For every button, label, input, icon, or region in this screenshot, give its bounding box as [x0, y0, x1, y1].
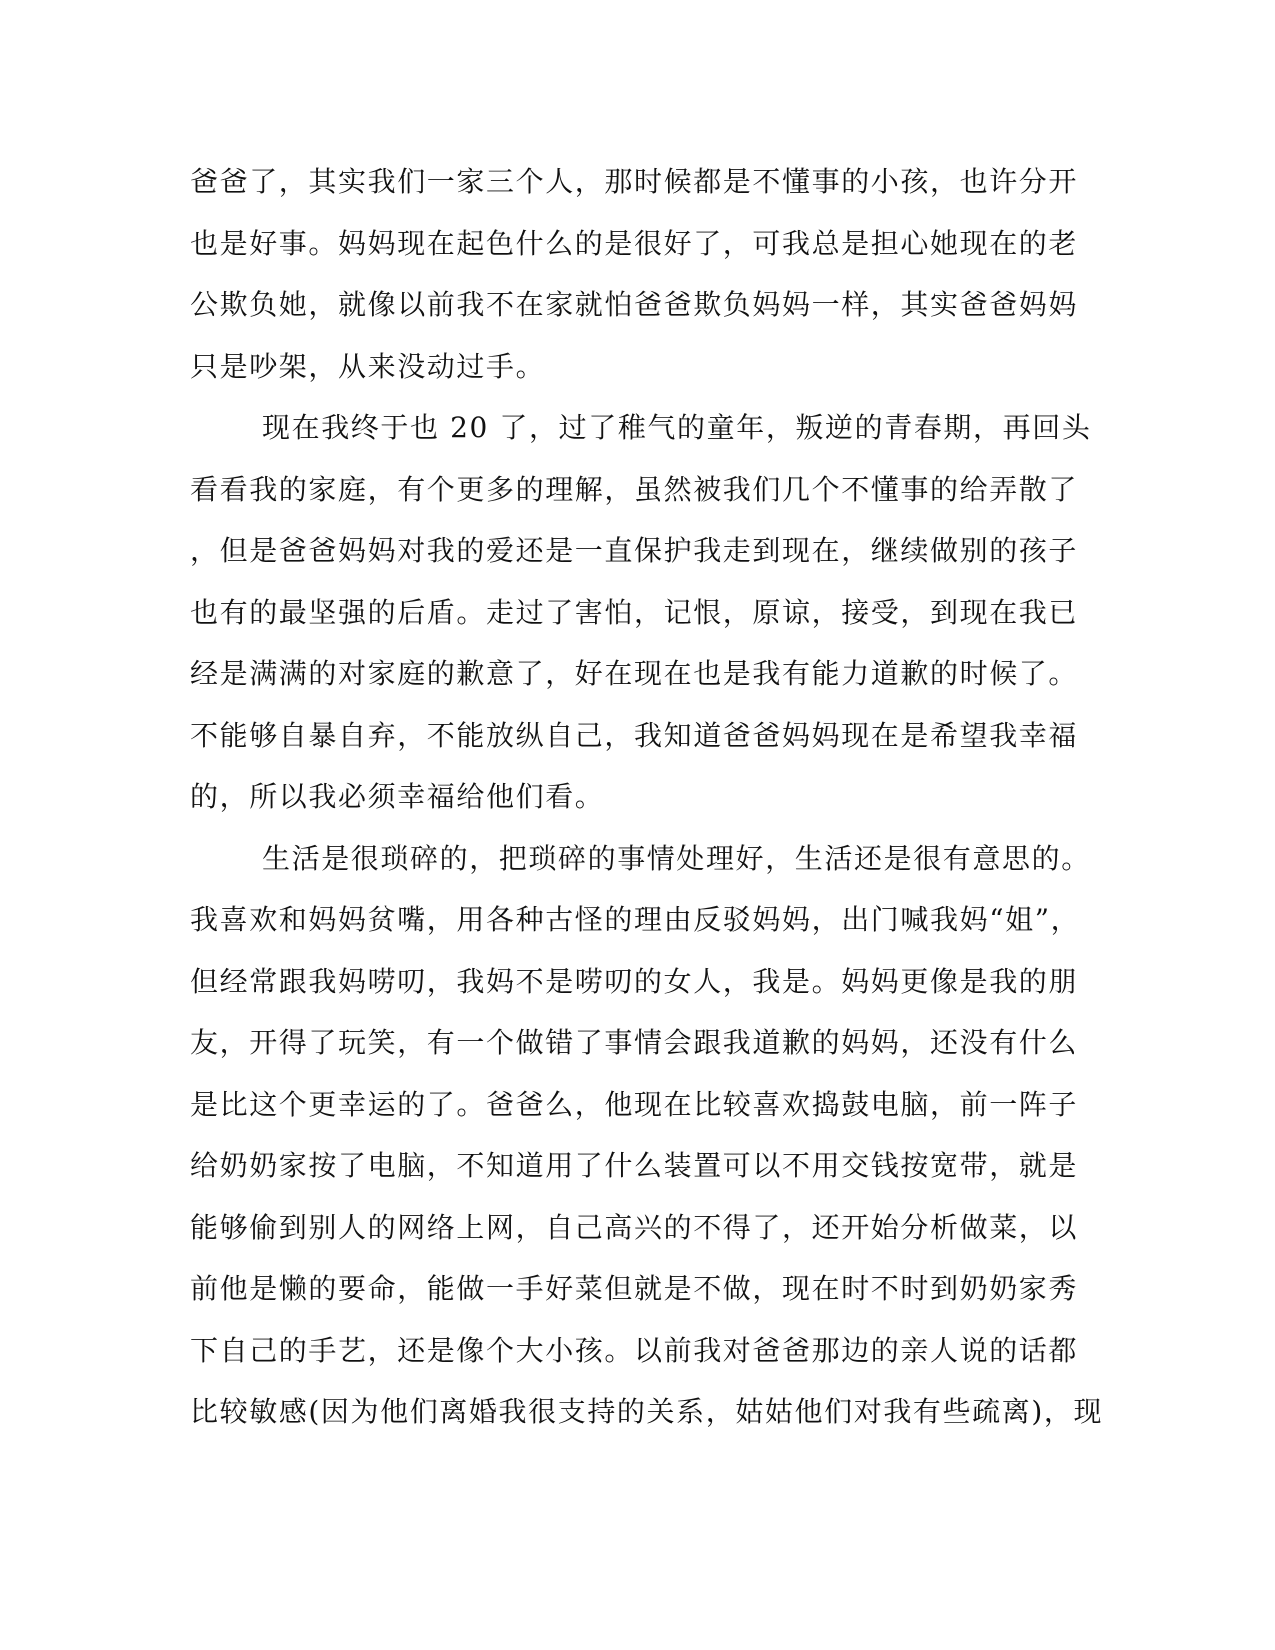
paragraph-start-line: 现在我终于也 20 了，过了稚气的童年，叛逆的青春期，再回头 [262, 411, 1092, 444]
text-line: 的，所以我必须幸福给他们看。 [190, 780, 605, 813]
text-line: 也是好事。妈妈现在起色什么的是很好了，可我总是担心她现在的老 [190, 226, 1079, 260]
paragraph-start-line: 生活是很琐碎的，把琐碎的事情处理好，生活还是很有意思的。 [262, 841, 1091, 875]
text-line: 我喜欢和妈妈贫嘴，用各种古怪的理由反驳妈妈，出门喊我妈“姐”， [190, 903, 1081, 936]
text-line: 经是满满的对家庭的歉意了，好在现在也是我有能力道歉的时候了。 [190, 657, 1079, 690]
text-line: ，但是爸爸妈妈对我的爱还是一直保护我走到现在，继续做别的孩子 [190, 534, 1079, 567]
text-line: 看看我的家庭，有个更多的理解，虽然被我们几个不懂事的给弄散了 [190, 472, 1079, 506]
text-line: 友，开得了玩笑，有一个做错了事情会跟我道歉的妈妈，还没有什么 [190, 1026, 1079, 1059]
text-line: 前他是懒的要命，能做一手好菜但就是不做，现在时不时到奶奶家秀 [190, 1272, 1079, 1305]
text-line: 能够偷到别人的网络上网，自己高兴的不得了，还开始分析做菜，以 [190, 1210, 1079, 1244]
text-line: 下自己的手艺，还是像个大小孩。以前我对爸爸那边的亲人说的话都 [190, 1333, 1079, 1367]
document-body [190, 163, 1104, 1455]
text-line: 比较敏感(因为他们离婚我很支持的关系，姑姑他们对我有些疏离)，现 [190, 1395, 1104, 1428]
text-line: 是比这个更幸运的了。爸爸么，他现在比较喜欢捣鼓电脑，前一阵子 [190, 1087, 1079, 1121]
text-line: 不能够自暴自弃，不能放纵自己，我知道爸爸妈妈现在是希望我幸福 [190, 718, 1079, 752]
text-line: 但经常跟我妈唠叨，我妈不是唠叨的女人，我是。妈妈更像是我的朋 [190, 964, 1079, 998]
text-line: 爸爸了，其实我们一家三个人，那时候都是不懂事的小孩，也许分开 [190, 165, 1079, 198]
text-line: 只是吵架，从来没动过手。 [190, 349, 546, 383]
text-line: 给奶奶家按了电脑，不知道用了什么装置可以不用交钱按宽带，就是 [190, 1149, 1079, 1182]
text-line: 公欺负她，就像以前我不在家就怕爸爸欺负妈妈一样，其实爸爸妈妈 [190, 288, 1079, 321]
text-line: 也有的最坚强的后盾。走过了害怕，记恨，原谅，接受，到现在我已 [190, 595, 1079, 629]
